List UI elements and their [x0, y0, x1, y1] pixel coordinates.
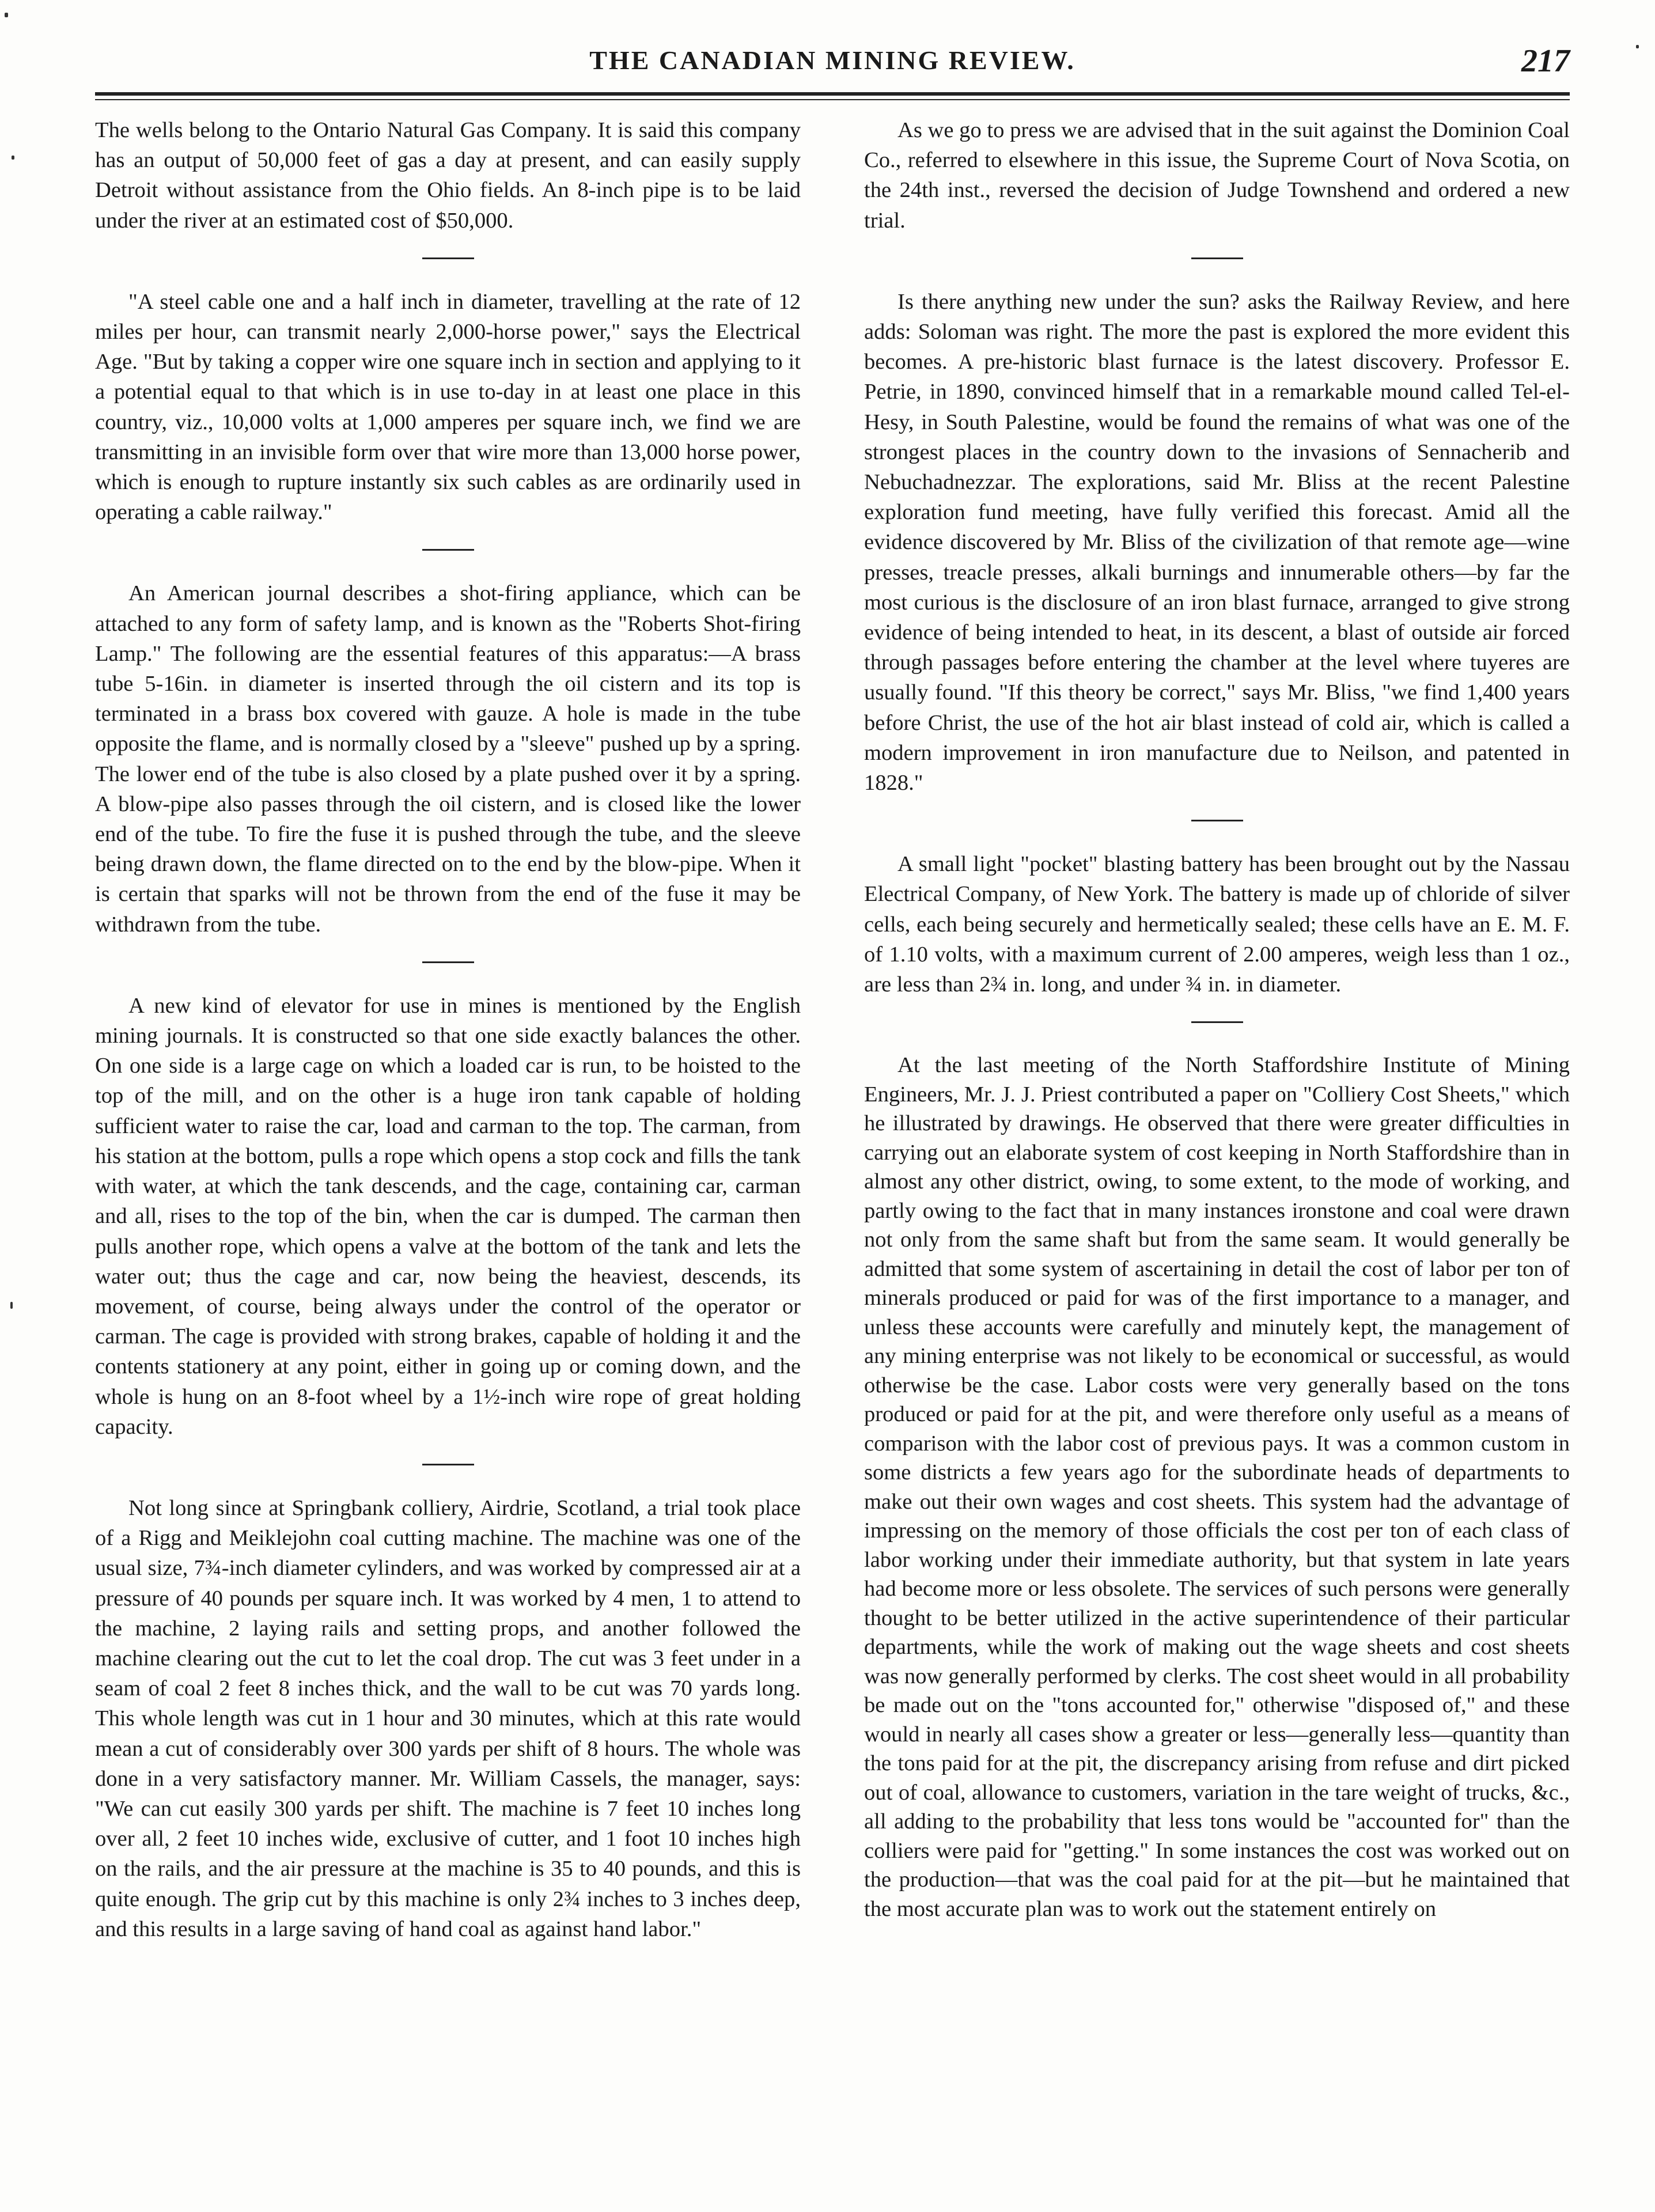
section-separator — [422, 961, 474, 963]
section-separator — [1191, 820, 1243, 821]
header-rule-thin — [95, 99, 1570, 100]
section-separator — [422, 257, 474, 259]
left-column — [95, 115, 801, 2166]
article-pocket-battery: A small light "pocket" blasting battery has been brought out by the Nassau Electrical Company, of New York. The battery is made up of chloride of silver cells, each being securely and hermetically sealed; these cells have an E. M. F. of 1.10 volts, with a maximum current of 2.00 amperes, weigh less than 1 oz., are less than 2¾ in. long, and under ¾ in. in diameter. — [864, 852, 1570, 997]
article-shot-firing-lamp: An American journal describes a shot-firing appliance, which can be attached to any form of safety lamp, and is known as the "Roberts Shot-firing Lamp." The following are the essential features of this apparatus:—A brass tube 5-16in. in diameter is inserted through the oil cistern and its top is terminated in a brass box covered with gauze. A hole is made in the tube opposite the flame, and is normally closed by a "sleeve" pushed up by a spring. The lower end of the tube is also closed by a plate pushed over it by a spring. A blow-pipe also passes through the oil cistern, and is closed like the lower end of the tube. To fire the fuse it is pushed through the tube, and the sleeve being drawn down, the flame directed on to the end by the blow-pipe. When it is certain that sparks will not be thrown from the end of the fuse it may be withdrawn from the tube. — [95, 581, 801, 937]
article-mine-elevator: A new kind of elevator for use in mines is mentioned by the English mining journals. It is constructed so that one side exactly balances the other. On one side is a large cage on which a loaded car is run, to be hoisted to the top of the mill, and on the other is a huge iron tank capable of holding sufficient water to raise the car, load and carman to the top. The carman, from his station at the bottom, pulls a rope which opens a stop cock and fills the tank with water, at which the tank descends, and the cage, containing car, carman and all, rises to the top of the bin, when the car is dumped. The carman then pulls another rope, which opens a valve at the bottom of the tank and lets the water out; thus the cage and car, now being the heaviest, descends, its movement, of course, being always under the control of the operator or carman. The cage is provided with strong brakes, capable of holding it and the contents stationery at any point, either in going up or coming down, and the whole is hung on an 8-foot wheel by a 1½-inch wire rope of great holding capacity. — [95, 993, 801, 1439]
article-steel-cable: "A steel cable one and a half inch in diameter, travelling at the rate of 12 miles per hour, can transmit nearly 2,000-horse power," says the Electrical Age. "But by taking a copper wire one square inch in section and applying to it a potential equal to that which is in use to-day in at least one place in this country, viz., 10,000 volts at 1,000 amperes per square inch, we find we are transmitting in an invisible form over that wire more than 13,000 horse power, which is enough to rupture instantly six such cables as are ordinarily used in operating a cable railway." — [95, 289, 801, 525]
article-coal-cutting-machine: Not long since at Springbank colliery, Airdrie, Scotland, a trial took place of a Rigg and Meiklejohn coal cutting machine. The machine was one of the usual size, 7¾-inch diameter cylinders, and was worked by compressed air at a pressure of 40 pounds per square inch. It was worked by 4 men, 1 to attend to the machine, 2 laying rails and setting props, and another followed the machine clearing out the cut to let the coal drop. The cut was 3 feet under in a seam of coal 2 feet 8 inches thick, and the wall to be cut was 70 yards long. This whole length was cut in 1 hour and 30 minutes, which at this rate would mean a cut of considerably over 300 yards per shift of 8 hours. The whole was done in a very satisfactory manner. Mr. William Cassels, the manager, says: "We can cut easily 300 yards per shift. The machine is 7 feet 10 inches long over all, 2 feet 10 inches wide, exclusive of cutter, and 1 foot 10 inches high on the rails, and the air pressure at the machine is 35 to 40 pounds, and this is quite enough. The grip cut by this machine is only 2¾ inches to 3 inches deep, and this results in a large saving of hand coal as against hand labor." — [95, 1495, 801, 1941]
right-column — [864, 115, 1570, 2166]
section-separator — [1191, 1021, 1243, 1023]
running-title: THE CANADIAN MINING REVIEW. — [589, 46, 1075, 75]
section-separator — [422, 549, 474, 551]
scan-speck — [12, 156, 14, 160]
article-dominion-coal-suit: As we go to press we are advised that in the suit against the Dominion Coal Co., referred to elsewhere in this issue, the Supreme Court of Nova Scotia, on the 24th inst., reversed the decision of Judge Townshend and ordered a new trial. — [864, 118, 1570, 233]
scan-speck — [5, 13, 8, 17]
section-separator — [422, 1464, 474, 1465]
article-gas-wells: The wells belong to the Ontario Natural Gas Company. It is said this company has an output of 50,000 feet of gas a day at present, and can easily supply Detroit without assistance from the Ohio fields. An 8-inch pipe is to be laid under the river at an estimated cost of $50,000. — [95, 118, 801, 233]
article-blast-furnace: Is there anything new under the sun? asks the Railway Review, and here adds: Soloman was right. The more the past is explored the more evident this becomes. A pre-historic blast furnace is the latest discovery. Professor E. Petrie, in 1890, convinced himself that in a remarkable mound called Tel-el-Hesy, in South Palestine, would be found the remains of what was one of the strongest places in the country down to the invasions of Sennacherib and Nebuchadnezzar. The explorations, said Mr. Bliss at the recent Palestine exploration fund meeting, have fully verified this forecast. Amid all the evidence discovered by Mr. Bliss of the civilization of that remote age—wine presses, treacle presses, alkali burnings and innumerable others—by far the most curious is the disclosure of an iron blast furnace, arranged to give strong evidence of being intended to heat, in its descent, a blast of outside air forced through passages before entering the chamber at the level where tuyeres are usually found. "If this theory be correct," says Mr. Bliss, "we find 1,400 years before Christ, the use of the hot air blast instead of cold air, which is called a modern improvement in iron manufacture due to Neilson, and patented in 1828." — [864, 289, 1570, 796]
header-rule-thick — [95, 92, 1570, 96]
running-head — [95, 45, 1570, 85]
section-separator — [1191, 257, 1243, 259]
page-number: 217 — [1521, 43, 1570, 79]
article-colliery-cost-sheets: At the last meeting of the North Staffordshire Institute of Mining Engineers, Mr. J. J. Priest contributed a paper on "Colliery Cost Sheets," which he illustrated by drawings. He observed that there were greater difficulties in carrying out an elaborate system of cost keeping in North Staffordshire than in almost any other district, owing, to some extent, to the mode of working, and partly owing to the fact that in many instances ironstone and coal were drawn not only from the same shaft but from the same seam. It would generally be admitted that some system of ascertaining in detail the cost of labor per ton of minerals produced or paid for was of the first importance to a manager, and unless these accounts were carefully and minutely kept, the management of any mining enterprise was not likely to be economical or successful, as would otherwise be the case. Labor costs were very generally based on the tons produced or paid for at the pit, and were therefore only useful as a means of comparison with the labor cost of previous pays. It was a common custom in some districts a few years ago for the subordinate heads of departments to make out their own wages and cost sheets. This system had the advantage of impressing on the memory of those officials the cost per ton of each class of labor working under their immediate authority, but that system in late years had become more or less obsolete. The services of such persons were generally thought to be better utilized in the active superintendence of their particular departments, while the work of making out the wage sheets and cost sheets was now generally performed by clerks. The cost sheet would in all probability be made out on the "tons accounted for," otherwise "disposed of," and these would in nearly all cases show a greater or less—generally less—quantity than the tons paid for at the pit, the discrepancy arising from refuse and dirt picked out of coal, allowance to customers, variation in the tare weight of trucks, &c., all adding to the probability that less tons would be "accounted for" than the colliers were paid for "getting." In some instances the cost was worked out on the production—that was the coal paid for at the pit—but he maintained that the most accurate plan was to work out the statement entirely on — [864, 1053, 1570, 1921]
scan-speck — [10, 1302, 13, 1309]
scan-speck — [1636, 45, 1639, 48]
